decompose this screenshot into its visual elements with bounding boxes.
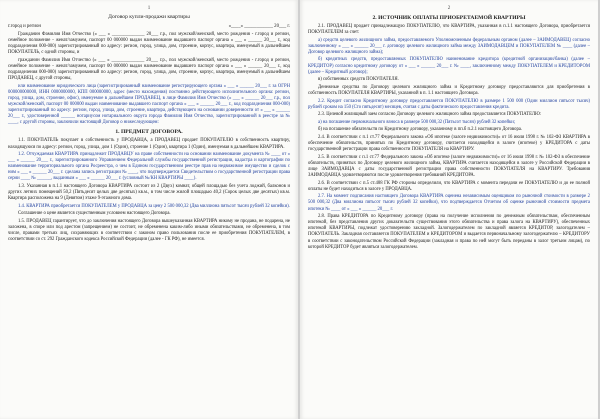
clause-2-1-note: Денежные средства по Договору целевого жилищного займа и Кредитному договору предоставляются для приобретения в собственность ПОКУПАТЕЛЯ КВАРТИРЫ, указанной в п. 1.1 настоящего Договора. <box>308 84 590 96</box>
page-number: 1 <box>147 6 151 11</box>
section-title: 1. ПРЕДМЕТ ДОГОВОРА. <box>115 129 183 136</box>
page-left <box>0 0 298 419</box>
city: г.город и регион <box>8 24 41 29</box>
clause-1-2: 1.2. Отчуждаемая КВАРТИРА принадлежит ПРОДАВЦУ на праве собственности на основании наименование документа № ____ от « ___ » ______ 20___ г., зарегистрированного Управлением Федеральной службы государственной регистрации, кадастра и картографии по наименование территориального органа Росреестра, о чем в Едином государственном реестре прав на недвижимое имущество и сделок с ним « ___ » ______ 20___ г. сделана запись регистрации № ____, что подтверждается Свидетельством о государственной регистрации права серии ____ № ______, выданным « ___ » ______ 20___ г. (условный №/КН КВАРТИРЫ ____). <box>8 152 290 182</box>
clause-1-5: 1.5. ПРОДАВЕЦ гарантирует, что до заключения настоящего Договора вышеуказанная КВАРТИРА никому не продана, не подарена, не заложена, в споре или под арестом (запрещением) не состоит, не обременена каким-либо иными обязательствами, не обременена, в том числе, правами третьих лиц, сохраняющих в соответствии с законом право пользования после ее приобретения ПОКУПАТЕЛЕМ, в соответствии со ст. 292 Гражданского кодекса Российской Федерации (далее - ГК РФ), не имеется. <box>8 219 290 243</box>
clause-2-8: 2.8. Права КРЕДИТОРА по Кредитному договору (права на получение исполнения по денежным обязательствам, обеспеченным ипотекой, без представления других доказательств существования этого обязательства и права залога на КВАРТИРУ), обеспеченных ипотекой КВАРТИРЫ, подлежат удостоверению закладной. Залогодержателем по закладной является КРЕДИТОР, залогодателем – ПОКУПАТЕЛЬ. Закладная составляется ПОКУПАТЕЛЕМ и КРЕДИТОРОМ и выдается первоначальному залогодержателю – КРЕДИТОРУ в соответствии с законодательством Российской Федерации (закладная и права по ней могут быть переданы в залог третьим лицам), по которой КРЕДИТОР будет являться залогодержателем. <box>308 214 590 250</box>
clause-2-1: 2.1. ПРОДАВЕЦ продает принадлежащую ПОКУПАТЕЛЮ, что КВАРТИРА, указанная в п.1.1 настоящего Договора, приобретается ПОКУПАТЕЛЕМ за счет: <box>308 24 590 36</box>
clause-1-4: 1.4. КВАРТИРА приобретается ПОКУПАТЕЛЕМ у ПРОДАВЦА за цену 2 500 000,32 (Два миллиона пятьсот тысяч рублей 32 копейки). <box>18 203 290 209</box>
clause-2-3-b: б) на погашение обязательств по Кредитному договору, указанному в пп.б п.2.1 настоящего Договора. <box>318 127 523 133</box>
clause-1-1: 1.1. ПОКУПАТЕЛЬ покупает в собственность у ПРОДАВЦА, а ПРОДАВЕЦ продает ПОКУПАТЕЛЮ в собственность квартиру, находящуюся по адресу: регион, город, улица, дом 1 (Один), строение 1 (Один), квартира 1 (Один), именуемая в дальнейшем КВАРТИРА. <box>8 138 290 150</box>
clause-2-1-c: в) собственных средств ПОКУПАТЕЛЯ. <box>318 77 399 83</box>
date: «____» ____________ 20___ г. <box>228 24 290 29</box>
party-paragraph-3: или наименование юридического лица (зарегистрированный наименование регистрирующего органа « ___ » ______ 20___ г. за ОГРН 000000000000, ИНН 0000000000, КПП 000000000, адрес (место нахождения) постоянно действующего исполнительного органа: регион, город, улица, дом, строение, офис), именуемое в дальнейшем ПРОДАВЕЦ, в лице Фамилия Имя Отчество (« ___ » ______ 20___ г.р., пол мужской/женский, паспорт 00 000000 выдан наименование выдавшего паспорт органа « ___ » ______ 20___ г., код подразделения 000-000) зарегистрированный по адресу: регион, город, улица, дом, строение, квартира, действующего на основании доверенности от « ___ » ______ 20___ г., удостоверенной ______ нотариусом нотариального округа города Фамилия Имя Отчество, зарегистрированной в реестре за № ____, с другой стороны, заключили настоящий Договор о нижеследующем: <box>8 83 290 126</box>
clause-2-4: 2.4. В соответствии с п.1 ст.77 Федерального закона «Об ипотеке (залоге недвижимости)» от 16 июля 1998 г. № 102-ФЗ КВАРТИРА в обеспечение обязательств, принятых по Кредитному договору, считается находящейся в залоге (ипотеке) у КРЕДИТОРА с даты государственной регистрации права собственности ПОКУПАТЕЛЯ на КВАРТИРУ. <box>308 135 590 153</box>
city-date-row <box>8 23 290 30</box>
clause-2-1-a: а) средств целевого жилищного займа, предоставляемого Уполномоченным федеральным органом (далее – ЗАИМОДАВЕЦ) согласно заключенному « ___ » ______ 20___ г. договору целевого жилищного займа между ЗАИМОДАВЦЕМ и ПОКУПАТЕЛЕМ № ____ (далее – Договор целевого жилищного займа); <box>308 37 590 55</box>
party-paragraph-1: Гражданин Фамилия Имя Отчество (« ___ » ______________ 20___ г.р., пол мужской/женский, место рождения - г.город и регион, семейное положение - женат/замужем, паспорт 00 000000 выдан наименование выдавшего паспорт органа « ___ » ______ 20___ г., код подразделения 000-000) зарегистрированный по адресу: регион, город, улица, дом, строение, корпус, квартира, именуемый в дальнейшем ПОКУПАТЕЛЬ, с одной стороны, и <box>8 32 290 56</box>
section-title: 2. ИСТОЧНИК ОПЛАТЫ ПРИОБРЕТАЕМОЙ КВАРТИРЫ <box>372 15 526 21</box>
clause-2-3-a: а) на погашение первоначального взноса в размере 500 000,32 (Пятьсот тысяч) рублей 32 копейки; <box>318 119 516 125</box>
clause-2-3: 2.3. Целевой жилищный заем согласно Договору целевого жилищного займа предоставляется ПОКУПАТЕЛЮ: <box>318 112 542 118</box>
clause-2-7: 2.7. На момент подписания настоящего Договора КВАРТИРА оценена независимым оценщиком по рыночной стоимости в размере 2 500 000,32 (Два миллиона пятьсот тысяч рублей 32 копейки), что подтверждается Отчетом об оценке рыночной стоимости предмета ипотеки № ____ от « ___ » ______ 20___ г. <box>308 194 590 212</box>
page-number: 2 <box>447 6 451 11</box>
clause-price-note: Соглашение о цене является существенным условием настоящего Договора. <box>18 211 171 217</box>
clause-1-3: 1.3. Указанная в п.1.1 настоящего Договора КВАРТИРА состоит из 2 (Двух) комнат, общей площадью без учета лоджий, балконов и других летних помещений 50,2 (Пятьдесят целых две десятых) кв.м., в том числе жилой площадью 40,2 (Сорок целых две десятых) кв.м. Квартира расположена на 9 (Девятом) этаже 9-этажного дома. <box>8 184 290 202</box>
clause-2-1-b: б) кредитных средств, предоставляемых ПОКУПАТЕЛЮ наименование кредитора (кредитной организации/банка) (далее – КРЕДИТОР) согласно кредитному договору от « ___ » ______ 20___ г. № ____, заключенному между ПОКУПАТЕЛЕМ и КРЕДИТОРОМ (далее – Кредитный договор); <box>308 57 590 75</box>
clause-2-5: 2.5. В соответствии с п.1 ст.77 Федерального закона «Об ипотеке (залоге недвижимости)» от 16 июля 1998 г. № 102-ФЗ в обеспечение обязательств, принятых по Договору целевого жилищного займа, КВАРТИРА считается находящейся в залоге у Российской Федерации в лице ЗАИМОДАВЦА с даты государственной регистрации права собственности ПОКУПАТЕЛЯ на КВАРТИРУ. Требования ЗАИМОДАВЦА удовлетворяются после удовлетворения требований КРЕДИТОРА. <box>308 154 590 179</box>
clause-2-2: 2.2. Кредит согласно Кредитному договору предоставляется ПОКУПАТЕЛЮ в размере 1 500 000 (Один миллион пятьсот тысяч) рублей сроком на 150 (Сто пятьдесят) месяцев, считая с даты фактического предоставления кредита. <box>308 98 590 110</box>
clause-2-6: 2.6. В соответствии с п.5 ст.488 ГК РФ стороны определили, что КВАРТИРА с момента передачи ее ПОКУПАТЕЛЮ и до ее полной оплаты не будет находиться в залоге у ПРОДАВЦА. <box>308 180 590 192</box>
document-title: Договор купли-продажи квартиры <box>108 14 190 20</box>
page-right <box>300 0 598 419</box>
party-paragraph-2: гражданин Фамилия Имя Отчество (« ___ » ______________ 20___ г.р., пол мужской/женский, место рождения - г.город и регион, семейное положение - женат/замужем, паспорт 00 000000 выдан наименование выдавшего паспорт органа « ___ » ______ 20___ г., код подразделения 000-000) зарегистрированный по адресу: регион, город, улица, дом, строение, корпус, квартира, именуемый в дальнейшем ПРОДАВЕЦ, с другой стороны, <box>8 57 290 82</box>
